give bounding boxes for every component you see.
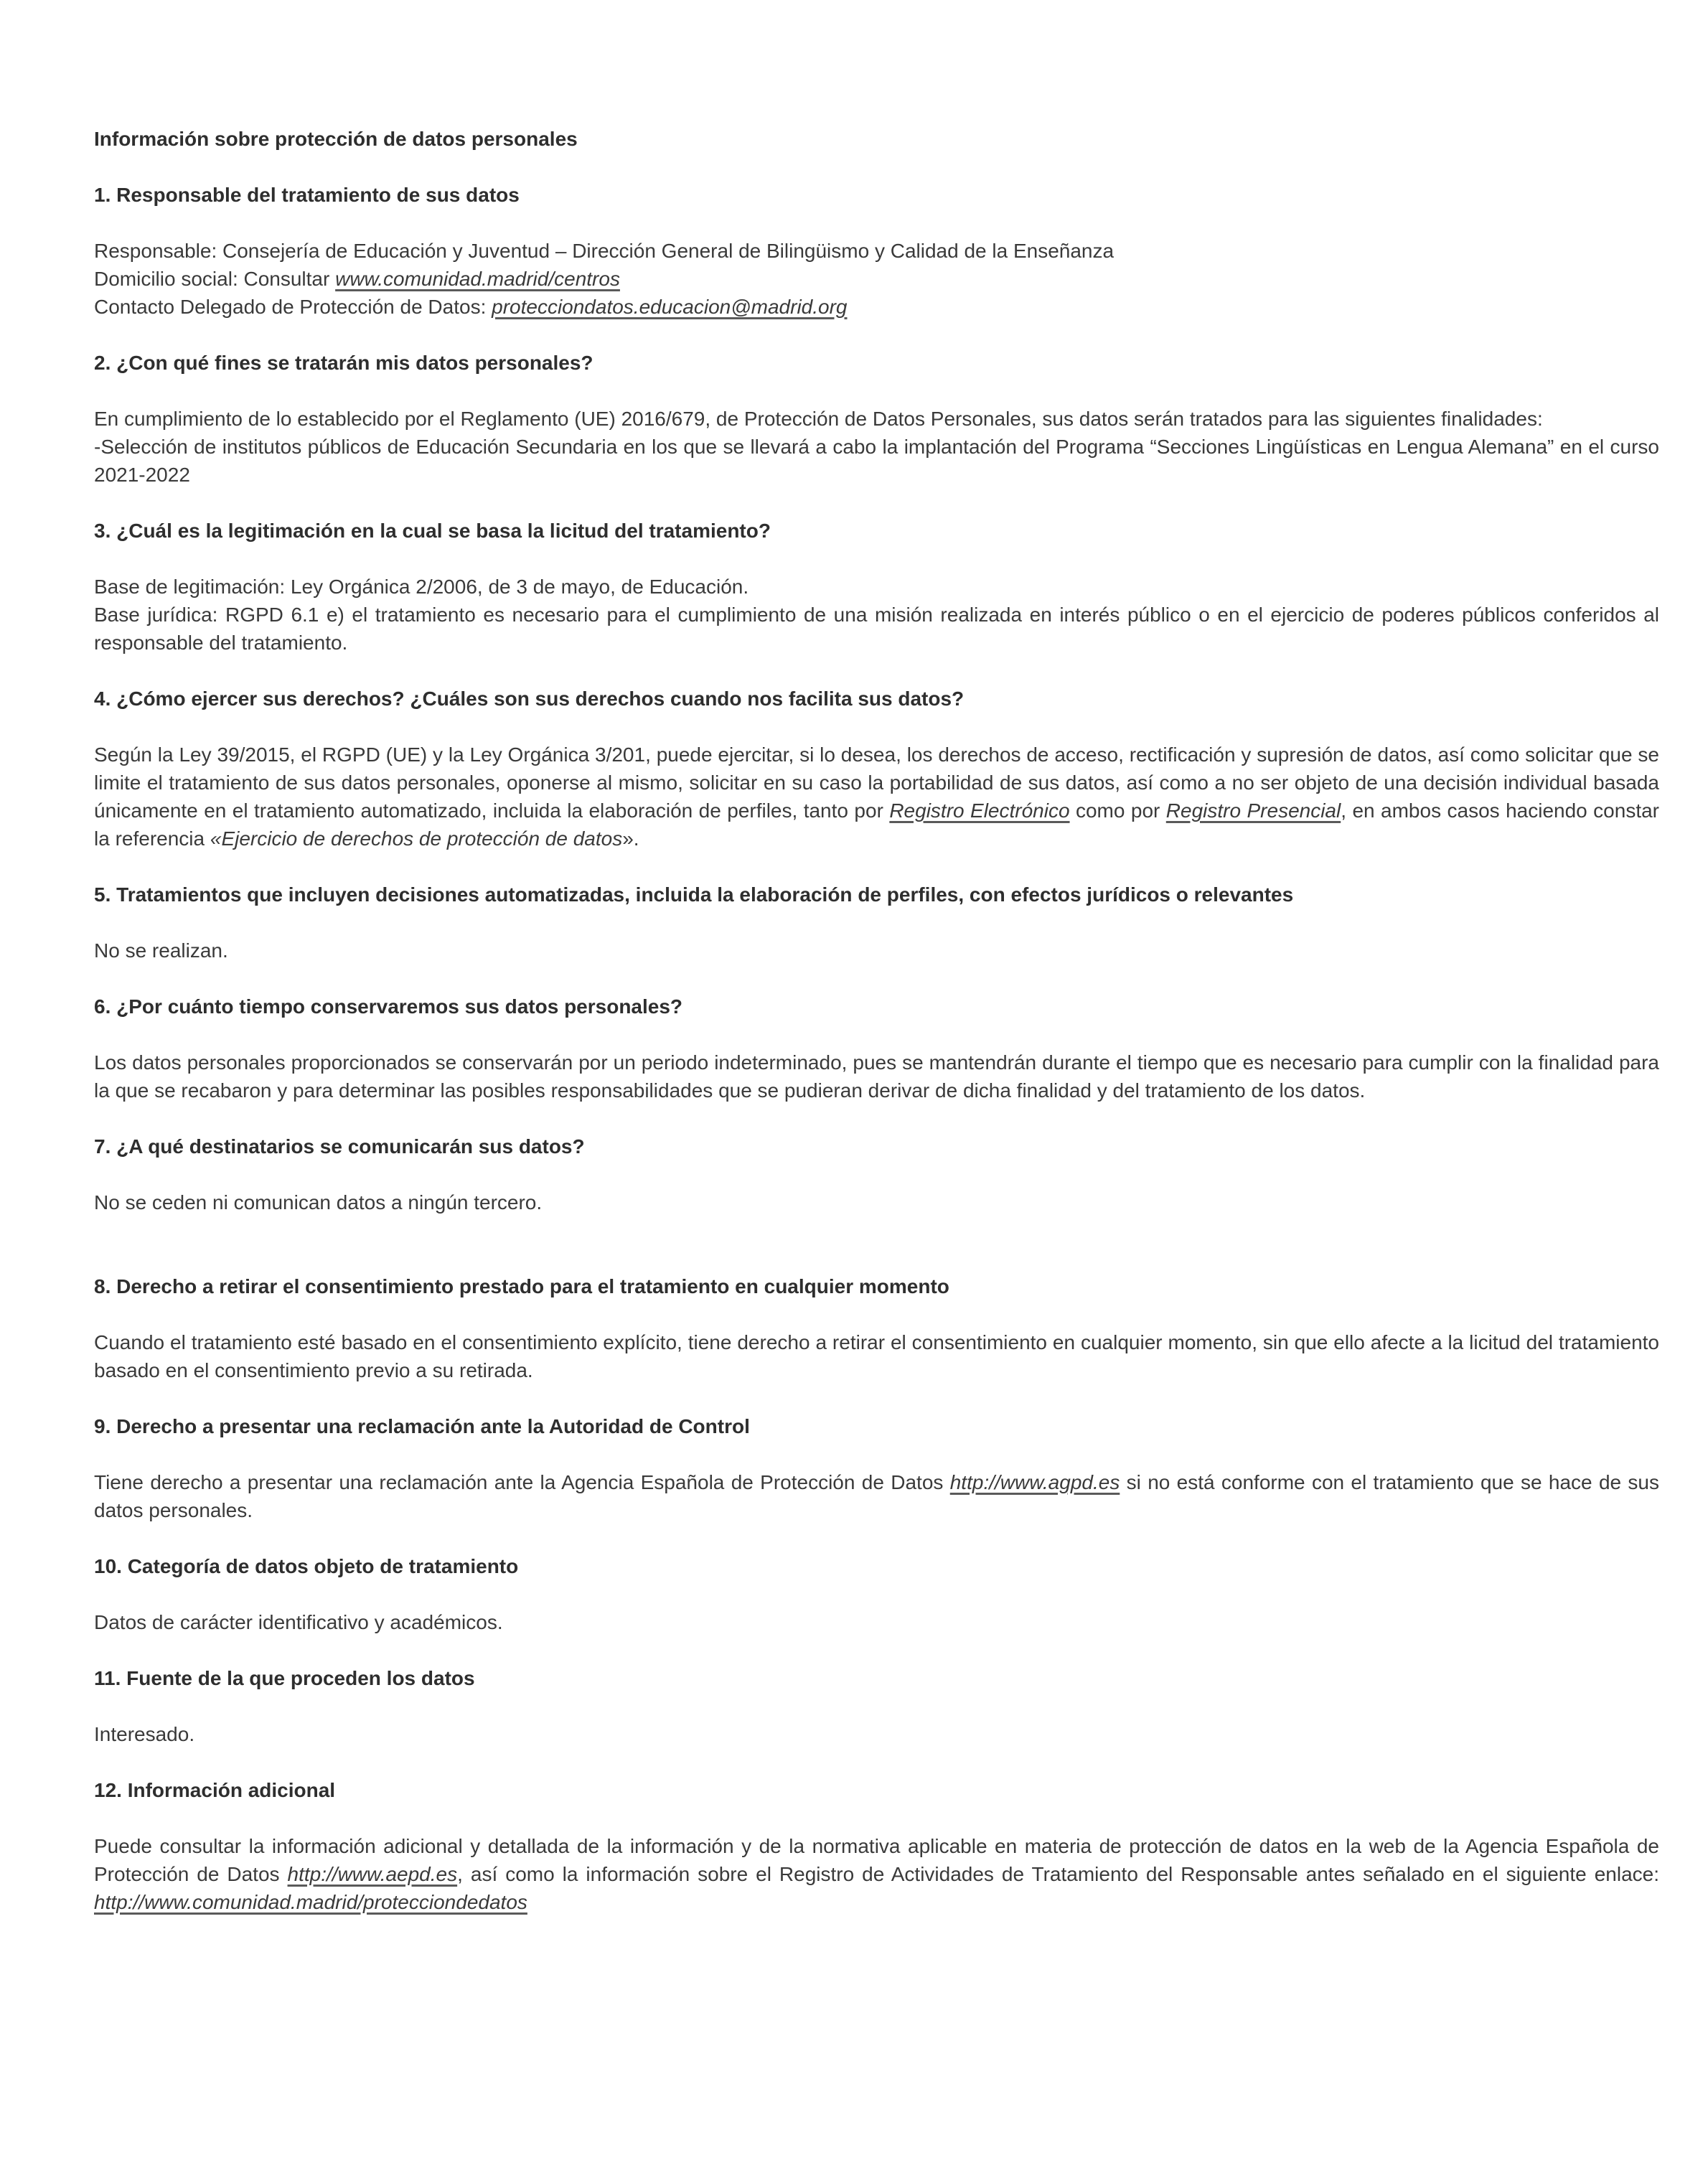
section-7-destinatarios	[94, 1132, 1659, 1216]
text-segment: , en ambos casos haciendo constar la referencia	[94, 799, 1659, 850]
section-paragraph	[94, 1468, 1659, 1524]
section-heading: 11. Fuente de la que proceden los datos	[94, 1667, 475, 1689]
text-segment: Base jurídica: RGPD 6.1 e) el tratamiento es necesario para el cumplimiento de una misión realizada en interés público o en el ejercicio de poderes públicos conferidos al responsable del tratamiento.	[94, 604, 1659, 654]
section-paragraph	[94, 405, 1659, 489]
section-2-fines	[94, 349, 1659, 489]
hyperlink[interactable]: http://www.aepd.es	[287, 1863, 458, 1885]
text-segment: «Ejercicio de derechos de protección de datos	[210, 827, 623, 850]
text-segment: Los datos personales proporcionados se conservarán por un periodo indeterminado, pues se mantendrán durante el tiempo que es necesario para cumplir con la finalidad para la que se recabaron y para determinar las posibles responsabilidades que se pudieran derivar de dicha finalidad y del tratamiento de los datos.	[94, 1051, 1659, 1102]
text-segment: como por	[1069, 799, 1166, 822]
text-segment: si no está conforme con el tratamiento que se hace de sus datos personales.	[94, 1471, 1659, 1521]
section-paragraph	[94, 1720, 1659, 1748]
text-segment: Cuando el tratamiento esté basado en el consentimiento explícito, tiene derecho a retirar el consentimiento en cualquier momento, sin que ello afecte a la licitud del tratamiento basado en el consentimiento previo a su retirada.	[94, 1331, 1659, 1381]
text-segment: Según la Ley 39/2015, el RGPD (UE) y la Ley Orgánica 3/201, puede ejercitar, si lo desea, los derechos de acceso, rectificación y supresión de datos, así como solicitar que se limite el tratamiento de sus datos personales, oponerse al mismo, solicitar en su caso la portabilidad de sus datos, así como a no ser objeto de una decisión individual basada únicamente en el tratamiento automatizado, incluida la elaboración de perfiles, tanto por	[94, 743, 1659, 822]
section-heading: 12. Información adicional	[94, 1779, 336, 1801]
section-paragraph	[94, 1832, 1659, 1916]
section-heading: 5. Tratamientos que incluyen decisiones automatizadas, incluida la elaboración de perfiles, con efectos jurídicos o relevantes	[94, 883, 1294, 906]
section-heading: 4. ¿Cómo ejercer sus derechos? ¿Cuáles son sus derechos cuando nos facilita sus datos?	[94, 687, 965, 710]
hyperlink[interactable]: protecciondatos.educacion@madrid.org	[492, 296, 848, 318]
text-segment: Interesado.	[94, 1723, 195, 1745]
section-1-responsable	[94, 181, 1659, 321]
section-heading: 9. Derecho a presentar una reclamación ante la Autoridad de Control	[94, 1415, 750, 1437]
section-paragraph	[94, 741, 1659, 853]
section-heading: 6. ¿Por cuánto tiempo conservaremos sus datos personales?	[94, 995, 683, 1018]
section-paragraph	[94, 573, 1659, 657]
section-12-informacion-adicional	[94, 1776, 1659, 1916]
section-paragraph	[94, 1328, 1659, 1384]
section-8-retirar-consentimiento	[94, 1272, 1659, 1384]
section-heading: 1. Responsable del tratamiento de sus datos	[94, 184, 520, 206]
hyperlink[interactable]: www.comunidad.madrid/centros	[335, 268, 620, 290]
text-segment: Datos de carácter identificativo y académicos.	[94, 1611, 503, 1633]
text-segment: Responsable: Consejería de Educación y Juventud – Dirección General de Bilingüismo y Calidad de la Enseñanza	[94, 240, 1115, 262]
section-paragraph	[94, 237, 1659, 321]
hyperlink[interactable]: http://www.agpd.es	[949, 1471, 1120, 1493]
section-paragraph	[94, 937, 1659, 965]
section-paragraph	[94, 1608, 1659, 1636]
hyperlink[interactable]: Registro Electrónico	[889, 799, 1070, 822]
section-paragraph	[94, 1188, 1659, 1216]
hyperlink[interactable]: http://www.comunidad.madrid/protecciondedatos	[94, 1891, 527, 1913]
text-segment: Base de legitimación: Ley Orgánica 2/2006, de 3 de mayo, de Educación.	[94, 576, 749, 598]
section-heading: 10. Categoría de datos objeto de tratamiento	[94, 1555, 519, 1577]
text-segment: No se ceden ni comunican datos a ningún tercero.	[94, 1191, 543, 1214]
section-6-conservacion	[94, 992, 1659, 1104]
document-title: Información sobre protección de datos personales	[94, 128, 578, 150]
text-segment: Contacto Delegado de Protección de Datos:	[94, 296, 492, 318]
section-heading: 2. ¿Con qué fines se tratarán mis datos personales?	[94, 352, 593, 374]
section-heading: 3. ¿Cuál es la legitimación en la cual se basa la licitud del tratamiento?	[94, 520, 771, 542]
section-10-categoria-datos	[94, 1552, 1659, 1636]
text-segment: ».	[622, 827, 639, 850]
text-segment: Tiene derecho a presentar una reclamación ante la Agencia Española de Protección de Datos	[94, 1471, 950, 1493]
section-11-fuente-datos	[94, 1664, 1659, 1748]
section-heading: 8. Derecho a retirar el consentimiento prestado para el tratamiento en cualquier momento	[94, 1275, 949, 1297]
section-heading: 7. ¿A qué destinatarios se comunicarán sus datos?	[94, 1135, 585, 1158]
text-segment: No se realizan.	[94, 939, 228, 962]
text-segment: , así como la información sobre el Registro de Actividades de Tratamiento del Responsable antes señalado en el siguiente enlace:	[457, 1863, 1660, 1885]
section-5-decisiones-automatizadas	[94, 881, 1659, 965]
section-4-derechos	[94, 685, 1659, 853]
hyperlink[interactable]: Registro Presencial	[1165, 799, 1341, 822]
section-paragraph	[94, 1048, 1659, 1104]
section-3-legitimacion	[94, 517, 1659, 657]
text-segment: Puede consultar la información adicional y detallada de la información y de la normativa aplicable en materia de protección de datos en la web de la Agencia Española de Protección de Datos	[94, 1835, 1659, 1885]
text-segment: En cumplimiento de lo establecido por el Reglamento (UE) 2016/679, de Protección de Datos Personales, sus datos serán tratados para las siguientes finalidades:	[94, 408, 1543, 430]
text-segment: Domicilio social: Consultar	[94, 268, 336, 290]
section-9-reclamacion	[94, 1412, 1659, 1524]
text-segment: -Selección de institutos públicos de Educación Secundaria en los que se llevará a cabo la implantación del Programa “Secciones Lingüísticas en Lengua Alemana” en el curso 2021-2022	[94, 436, 1659, 486]
